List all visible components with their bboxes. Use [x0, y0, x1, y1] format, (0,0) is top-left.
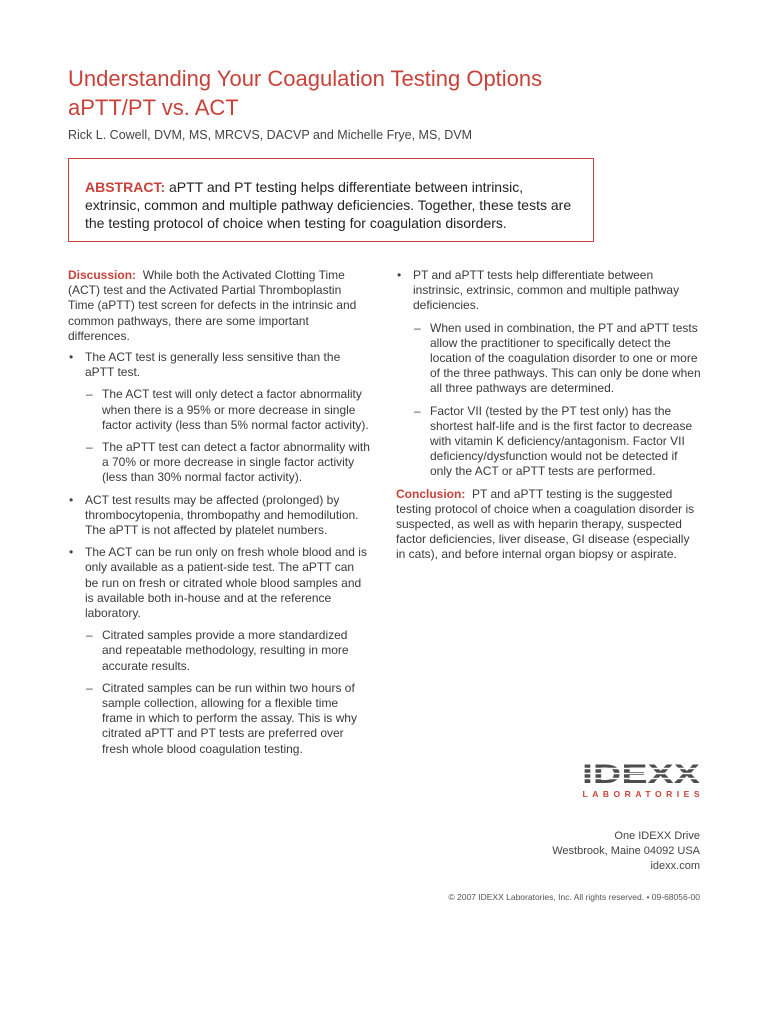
page-title	[68, 64, 708, 122]
sub-item: – The ACT test will only detect a factor abnormality when there is a 95% or more decrease in single factor activity (less than 5% normal factor activity).	[85, 387, 370, 433]
left-column	[68, 268, 370, 764]
sub-item: – The aPTT test can detect a factor abnormality with a 70% or more decrease in single factor activity (less than 30% normal factor activity).	[85, 440, 370, 486]
abstract-box	[68, 158, 594, 242]
logo-subtext: LABORATORIES	[582, 789, 700, 799]
title-line-2: aPTT/PT vs. ACT	[68, 95, 239, 120]
bullet-text: The ACT can be run only on fresh whole blood and is only available as a patient-side test. The aPTT can be run on fresh or citrated whole blood samples and is available both in-house and at the reference laboratory.	[85, 545, 367, 621]
discussion-bullets	[68, 350, 370, 757]
bullet-text: ACT test results may be affected (prolonged) by thrombocytopenia, thrombopathy and hemodilution. The aPTT is not affected by platelet numbers.	[85, 492, 359, 538]
address-website: idexx.com	[650, 860, 700, 872]
conclusion-text: PT and aPTT testing is the suggested testing protocol of choice when a coagulation disorder is suspected, as well as with heparin therapy, suspected factor deficiencies, liver disease, GI disease (especially in cats), and before internal organ biopsy or aspirate.	[396, 486, 695, 562]
title-line-1: Understanding Your Coagulation Testing Options	[68, 66, 543, 91]
discussion-paragraph	[68, 268, 370, 344]
bullet-text: The ACT test is generally less sensitive than the aPTT test.	[85, 350, 341, 380]
sub-item: – Citrated samples can be run within two hours of sample collection, allowing for a flexible time frame in which to perform the assay. This is why citrated aPTT and PT tests are preferred over fresh whole blood coagulation testing.	[85, 681, 370, 757]
discussion-bullets-continued	[396, 268, 702, 480]
sub-list	[413, 321, 702, 480]
bullet-item	[68, 350, 370, 486]
address-street: One IDEXX Drive	[614, 830, 700, 842]
conclusion-label: Conclusion:	[396, 486, 466, 501]
authors-line: Rick L. Cowell, DVM, MS, MRCVS, DACVP and Michelle Frye, MS, DVM	[68, 128, 473, 142]
discussion-text: While both the Activated Clotting Time (ACT) test and the Activated Partial Thromboplastin Time (aPTT) test screen for defects in the intrinsic and common pathways, there are some important differences.	[68, 268, 357, 343]
bullet-text: PT and aPTT tests help differentiate between instrinsic, extrinsic, common and multiple pathway deficiencies.	[413, 268, 680, 313]
address-city: Westbrook, Maine 04092 USA	[552, 845, 700, 857]
sub-item: – Factor VII (tested by the PT test only) has the shortest half-life and is the first factor to decrease with vitamin K deficiency/antagonism. Factor VII deficiency/dysfunction would not be detected if only the ACT or aPTT tests are performed.	[413, 404, 702, 480]
abstract-text: aPTT and PT testing helps differentiate between intrinsic, extrinsic, common and multiple pathway deficiencies. Together, these tests are the testing protocol of choice when testing for coagulation disorders.	[85, 179, 572, 231]
discussion-label: Discussion:	[68, 268, 137, 282]
bullet-item	[68, 493, 370, 539]
right-column	[396, 268, 702, 569]
sub-list	[85, 387, 370, 485]
idexx-logo	[580, 760, 702, 800]
sub-item: – When used in combination, the PT and aPTT tests allow the practitioner to specifically detect the location of the coagulation disorder to one or more of the three pathways. This can only be done when all three pathways are determined.	[413, 321, 702, 397]
copyright-notice: © 2007 IDEXX Laboratories, Inc. All rights reserved. • 09-68056-00	[448, 892, 700, 902]
bullet-item	[68, 545, 370, 757]
sub-list	[85, 628, 370, 757]
abstract-label: ABSTRACT:	[85, 179, 166, 195]
conclusion-paragraph	[396, 487, 702, 563]
bullet-item	[396, 268, 702, 480]
address-block	[552, 829, 700, 874]
logo-wordmark: IDEXX	[582, 760, 700, 789]
sub-item: – Citrated samples provide a more standardized and repeatable methodology, resulting in more accurate results.	[85, 628, 370, 674]
